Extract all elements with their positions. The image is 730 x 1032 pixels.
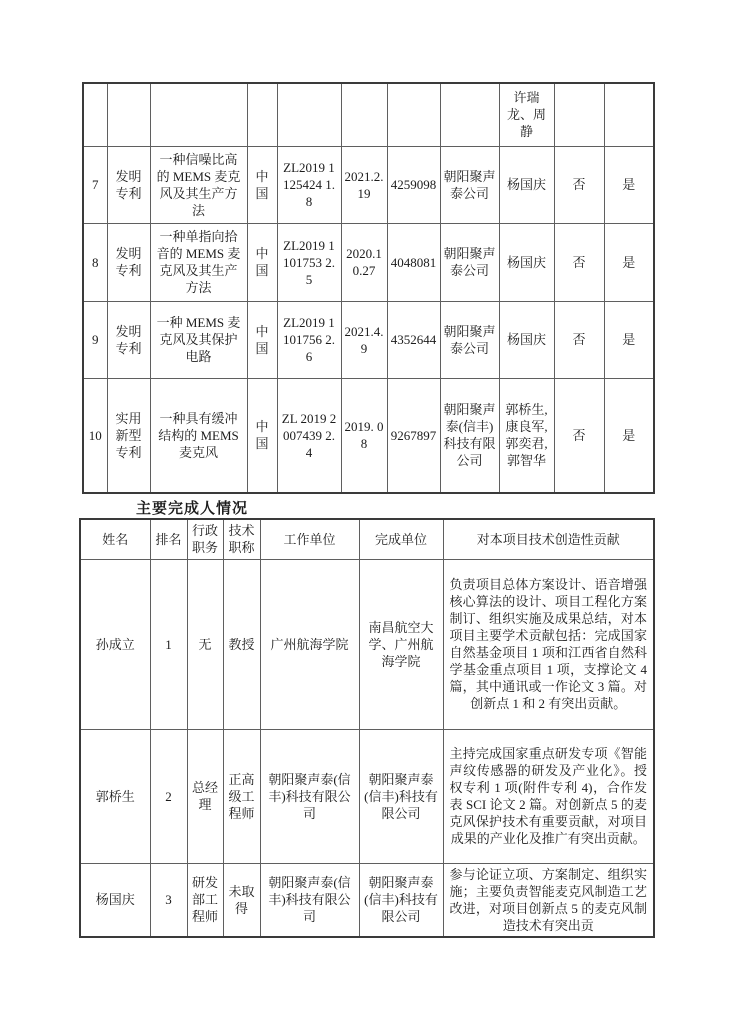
cell-cert-no: 4259098 bbox=[387, 146, 440, 223]
cell-title bbox=[150, 83, 247, 146]
header-admin-post: 行政职务 bbox=[187, 519, 223, 559]
cell-type: 发明专利 bbox=[107, 301, 150, 378]
cell-work-unit: 广州航海学院 bbox=[260, 559, 359, 729]
cell-completion-unit: 朝阳聚声泰(信丰)科技有限公司 bbox=[359, 863, 443, 937]
cell-patent-no: ZL2019 1 125424 1.8 bbox=[277, 146, 341, 223]
cell-patent-no bbox=[277, 83, 341, 146]
cell-rank: 1 bbox=[150, 559, 187, 729]
cell-flag1: 否 bbox=[554, 146, 604, 223]
cell-country: 中国 bbox=[247, 146, 277, 223]
patent-row bbox=[83, 223, 654, 301]
cell-name: 杨国庆 bbox=[80, 863, 150, 937]
cell-flag2: 是 bbox=[604, 146, 654, 223]
cell-name: 郭桥生 bbox=[80, 729, 150, 863]
patent-row bbox=[83, 378, 654, 493]
truncated-contribution-text: 参与论证立项、方案制定、组织实施；主要负责智能麦克风制造工艺改进，对项目创新点 5 的麦克风制造技术有突出贡 bbox=[449, 866, 647, 933]
patent-row-continuation bbox=[83, 83, 654, 146]
cell-inventors: 郭桥生,康良军,郭奕君,郭智华 bbox=[499, 378, 554, 493]
completers-table bbox=[79, 518, 655, 938]
cell-country: 中国 bbox=[247, 223, 277, 301]
cell-rank: 2 bbox=[150, 729, 187, 863]
cell-rank: 3 bbox=[150, 863, 187, 937]
cell-tech-title: 未取得 bbox=[223, 863, 260, 937]
cell-inventors: 杨国庆 bbox=[499, 146, 554, 223]
completers-header-row bbox=[80, 519, 654, 559]
cell-flag1: 否 bbox=[554, 378, 604, 493]
cell-flag2: 是 bbox=[604, 301, 654, 378]
cell-owner: 朝阳聚声泰(信丰)科技有限公司 bbox=[440, 378, 499, 493]
cell-flag2 bbox=[604, 83, 654, 146]
cell-inventors: 许瑞龙、周静 bbox=[499, 83, 554, 146]
header-rank: 排名 bbox=[150, 519, 187, 559]
cell-cert-no: 9267897 bbox=[387, 378, 440, 493]
cell-contribution bbox=[443, 863, 654, 937]
cell-owner bbox=[440, 83, 499, 146]
cell-type: 实用新型专利 bbox=[107, 378, 150, 493]
completer-row bbox=[80, 863, 654, 937]
cell-no: 9 bbox=[83, 301, 107, 378]
header-work-unit: 工作单位 bbox=[260, 519, 359, 559]
cell-flag1 bbox=[554, 83, 604, 146]
cell-cert-no bbox=[387, 83, 440, 146]
cell-admin-post: 总经理 bbox=[187, 729, 223, 863]
completer-row bbox=[80, 729, 654, 863]
cell-patent-no: ZL 2019 2 007439 2.4 bbox=[277, 378, 341, 493]
cell-flag1: 否 bbox=[554, 223, 604, 301]
cell-no bbox=[83, 83, 107, 146]
cell-patent-no: ZL2019 1 101756 2.6 bbox=[277, 301, 341, 378]
cell-title: 一种信噪比高的 MEMS 麦克风及其生产方法 bbox=[150, 146, 247, 223]
completer-row bbox=[80, 559, 654, 729]
cell-auth-date: 2020.10.27 bbox=[341, 223, 387, 301]
cell-flag2: 是 bbox=[604, 378, 654, 493]
cell-country: 中国 bbox=[247, 301, 277, 378]
cell-admin-post: 无 bbox=[187, 559, 223, 729]
cell-contribution: 主持完成国家重点研发专项《智能声纹传感器的研发及产业化》。授权专利 1 项(附件专利 4)，合作发表 SCI 论文 2 篇。对创新点 5 的麦克风保护技术有重要贡献，对项目成果的产业化及推广有突出贡献。 bbox=[443, 729, 654, 863]
cell-auth-date: 2021.2.19 bbox=[341, 146, 387, 223]
header-name: 姓名 bbox=[80, 519, 150, 559]
cell-owner: 朝阳聚声泰公司 bbox=[440, 223, 499, 301]
cell-completion-unit: 南昌航空大学、广州航海学院 bbox=[359, 559, 443, 729]
cell-tech-title: 正高级工程师 bbox=[223, 729, 260, 863]
cell-no: 10 bbox=[83, 378, 107, 493]
cell-owner: 朝阳聚声泰公司 bbox=[440, 301, 499, 378]
cell-name: 孙成立 bbox=[80, 559, 150, 729]
cell-type bbox=[107, 83, 150, 146]
cell-admin-post: 研发部工程师 bbox=[187, 863, 223, 937]
cell-inventors: 杨国庆 bbox=[499, 301, 554, 378]
cell-owner: 朝阳聚声泰公司 bbox=[440, 146, 499, 223]
header-completion-unit: 完成单位 bbox=[359, 519, 443, 559]
cell-cert-no: 4048081 bbox=[387, 223, 440, 301]
cell-country bbox=[247, 83, 277, 146]
cell-tech-title: 教授 bbox=[223, 559, 260, 729]
cell-no: 8 bbox=[83, 223, 107, 301]
cell-type: 发明专利 bbox=[107, 146, 150, 223]
cell-work-unit: 朝阳聚声泰(信丰)科技有限公司 bbox=[260, 863, 359, 937]
cell-inventors: 杨国庆 bbox=[499, 223, 554, 301]
cell-completion-unit: 朝阳聚声泰(信丰)科技有限公司 bbox=[359, 729, 443, 863]
header-contribution: 对本项目技术创造性贡献 bbox=[443, 519, 654, 559]
cell-patent-no: ZL2019 1 101753 2.5 bbox=[277, 223, 341, 301]
cell-no: 7 bbox=[83, 146, 107, 223]
cell-country: 中国 bbox=[247, 378, 277, 493]
cell-auth-date: 2019. 08 bbox=[341, 378, 387, 493]
cell-type: 发明专利 bbox=[107, 223, 150, 301]
cell-cert-no: 4352644 bbox=[387, 301, 440, 378]
header-tech-title: 技术职称 bbox=[223, 519, 260, 559]
section-heading-main-completers: 主要完成人情况 bbox=[136, 501, 249, 517]
cell-auth-date: 2021.4.9 bbox=[341, 301, 387, 378]
patent-row bbox=[83, 301, 654, 378]
cell-work-unit: 朝阳聚声泰(信丰)科技有限公司 bbox=[260, 729, 359, 863]
cell-title: 一种单指向拾音的 MEMS 麦克风及其生产方法 bbox=[150, 223, 247, 301]
cell-auth-date bbox=[341, 83, 387, 146]
cell-contribution: 负责项目总体方案设计、语音增强核心算法的设计、项目工程化方案制订、组织实施及成果总结，对本项目主要学术贡献包括：完成国家自然基金项目 1 项和江西省自然科学基金重点项目 1 项，支撑论文 4 篇，其中通讯或一作论文 3 篇。对创新点 1 和 2 有突出贡献。 bbox=[443, 559, 654, 729]
patent-row bbox=[83, 146, 654, 223]
patent-table bbox=[82, 82, 655, 494]
cell-title: 一种具有缓冲结构的 MEMS 麦克风 bbox=[150, 378, 247, 493]
cell-title: 一种 MEMS 麦克风及其保护电路 bbox=[150, 301, 247, 378]
cell-flag1: 否 bbox=[554, 301, 604, 378]
cell-flag2: 是 bbox=[604, 223, 654, 301]
